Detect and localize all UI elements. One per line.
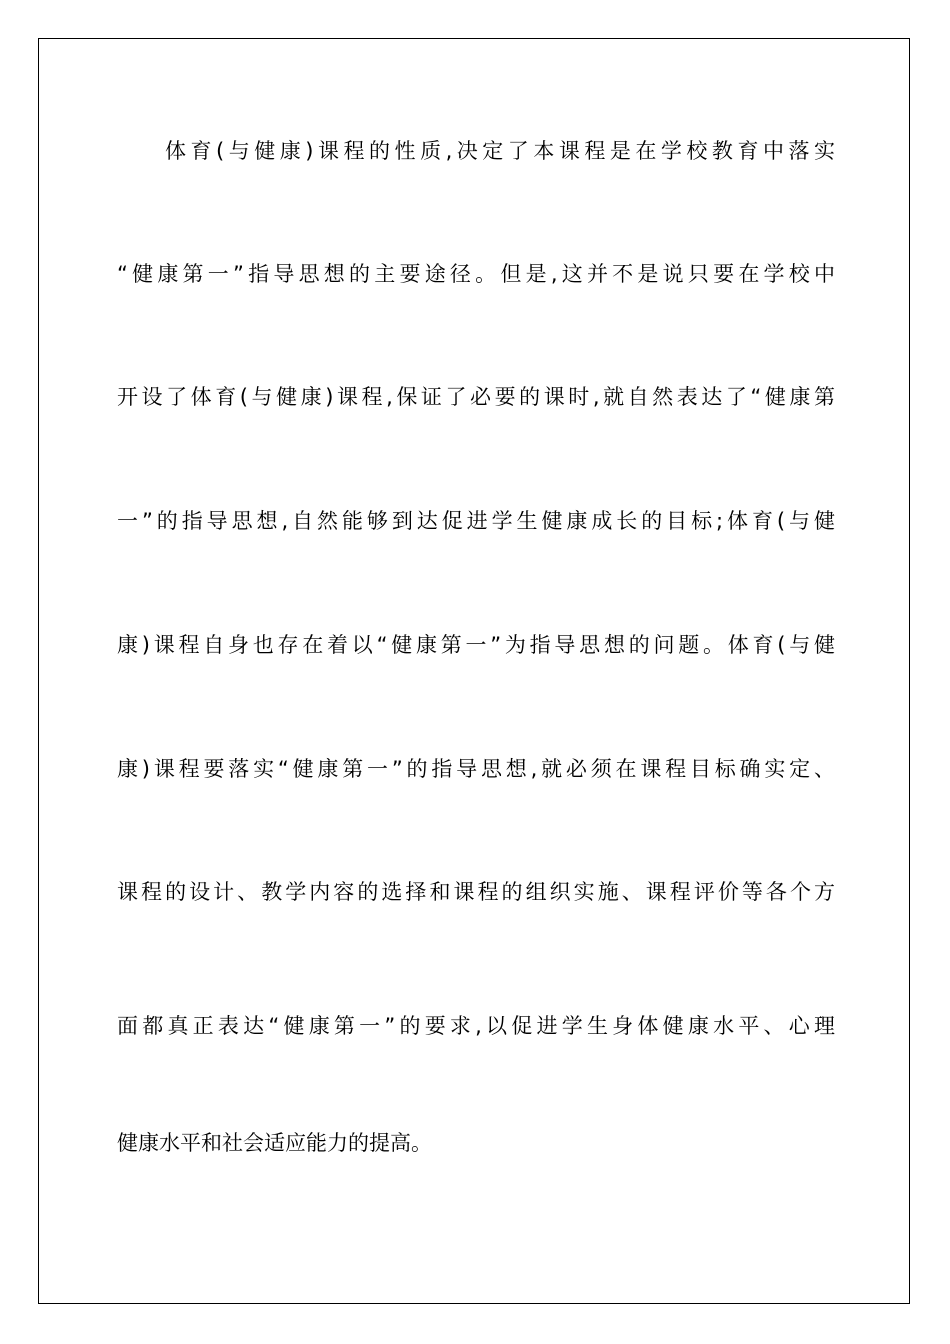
paragraph-line-1: 体育(与健康)课程的性质,决定了本课程是在学校教育中落实 bbox=[165, 139, 835, 163]
paragraph-line-5: 康)课程自身也存在着以“健康第一”为指导思想的问题。体育(与健 bbox=[117, 633, 835, 657]
paragraph-line-2: “健康第一”指导思想的主要途径。但是,这并不是说只要在学校中 bbox=[117, 262, 835, 286]
paragraph-line-9: 健康水平和社会适应能力的提高。 bbox=[117, 1131, 432, 1155]
paragraph-line-8: 面都真正表达“健康第一”的要求,以促进学生身体健康水平、心理 bbox=[117, 1014, 835, 1038]
paragraph-line-4: 一”的指导思想,自然能够到达促进学生健康成长的目标;体育(与健 bbox=[117, 509, 835, 533]
page-border bbox=[38, 38, 910, 1304]
paragraph-line-3: 开设了体育(与健康)课程,保证了必要的课时,就自然表达了“健康第 bbox=[117, 385, 835, 409]
paragraph-line-7: 课程的设计、教学内容的选择和课程的组织实施、课程评价等各个方 bbox=[117, 880, 835, 904]
paragraph-line-6: 康)课程要落实“健康第一”的指导思想,就必须在课程目标确实定、 bbox=[117, 757, 835, 781]
